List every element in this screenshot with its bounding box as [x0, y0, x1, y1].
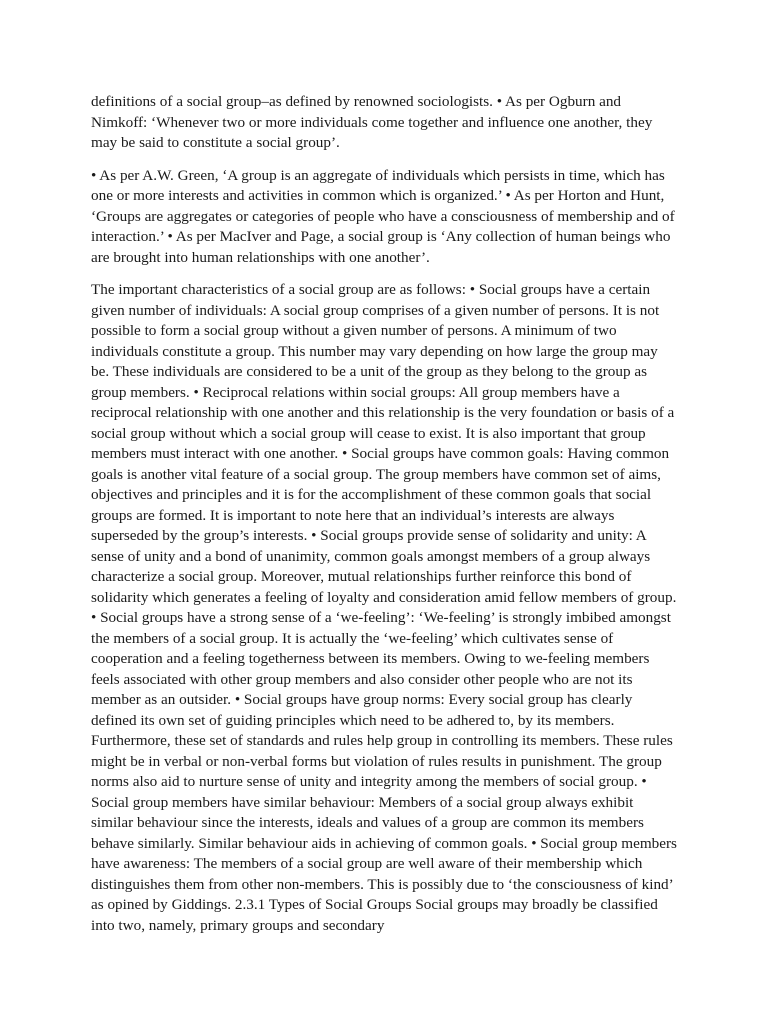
- document-page: [91, 92, 679, 948]
- paragraph-characteristics: The important characteristics of a social group are as follows: • Social groups have a certain given number of individuals: A social group comprises of a given number of persons. It is not possible to form a social group without a given number of persons. A minimum of two individuals constitute a group. This number may vary depending on how large the group may be. These individuals are considered to be a unit of the group as they belong to the group as group members. • Reciprocal relations within social groups: All group members have a reciprocal relationship with one another and this relationship is the very foundation or basis of a social group without which a social group will cease to exist. It is also important that group members must interact with one another. • Social groups have common goals: Having common goals is another vital feature of a social group. The group members have common set of aims, objectives and principles and it is for the accomplishment of these common goals that social groups are formed. It is important to note here that an individual’s interests are always superseded by the group’s interests. • Social groups provide sense of solidarity and unity: A sense of unity and a bond of unanimity, common goals amongst members of a group always characterize a social group. Moreover, mutual relationships further reinforce this bond of solidarity which generates a feeling of loyalty and consideration amid fellow members of group. • Social groups have a strong sense of a ‘we-feeling’: ‘We-feeling’ is strongly imbibed amongst the members of a social group. It is actually the ‘we-feeling’ which cultivates sense of cooperation and a feeling togetherness between its members. Owing to we-feeling members feels associated with other group members and also consider other people who are not its member as an outsider. • Social groups have group norms: Every social group has clearly defined its own set of guiding principles which need to be adhered to, by its members. Furthermore, these set of standards and rules help group in controlling its members. These rules might be in verbal or non-verbal forms but violation of rules results in punishment. The group norms also aid to nurture sense of unity and integrity among the members of social group. • Social group members have similar behaviour: Members of a social group always exhibit similar behaviour since the interests, ideals and values of a group are common its members behave similarly. Similar behaviour aids in achieving of common goals. • Social group members have awareness: The members of a social group are well aware of their membership which distinguishes them from other non-members. This is possibly due to ‘the consciousness of kind’ as opined by Giddings. 2.3.1 Types of Social Groups Social groups may broadly be classified into two, namely, primary groups and secondary: [91, 281, 677, 934]
- paragraph-definitions-intro: definitions of a social group–as defined by renowned sociologists. • As per Ogburn and Nimkoff: ‘Whenever two or more individuals come together and influence one another, they may be said to constitute a social group’.: [91, 93, 653, 151]
- paragraph-definitions-list: • As per A.W. Green, ‘A group is an aggregate of individuals which persists in time, which has one or more interests and activities in common which is organized.’ • As per Horton and Hunt, ‘Groups are aggregates or categories of people who have a consciousness of membership and of interaction.’ • As per MacIver and Page, a social group is ‘Any collection of human beings who are brought into human relationships with one another’.: [91, 166, 675, 266]
